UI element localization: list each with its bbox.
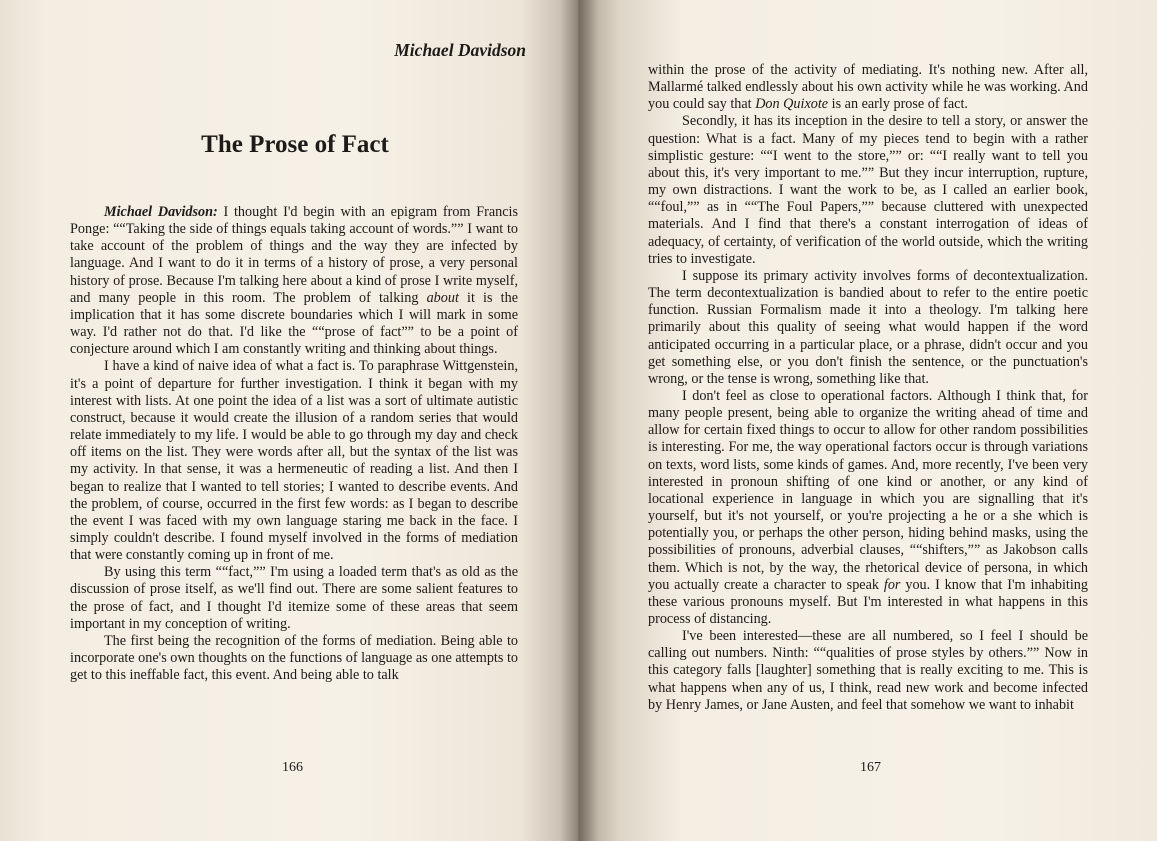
page-number: 167 <box>860 760 881 775</box>
page-number: 166 <box>282 760 303 775</box>
speaker-name: Michael Davidson: <box>104 204 218 220</box>
paragraph: Secondly, it has its inception in the desire to tell a story, or answer the question: What is a fact. Many of my pieces tend to begin with a rather simplistic gesture: ““I went to the store,”” or: ““I really want to tell you about this, it's very important to me.”” But they incur interruption, rupture, my own distractions. I want the work to be, as I called an earlier book, ““foul,”” as in ““The Foul Papers,”” because cluttered with unexpected materials. And I find that there's a constant interrogation of ideas of adequacy, of certainty, of verification of the world outside, which the writing tries to investigate. <box>648 113 1088 267</box>
paragraph <box>648 388 1088 628</box>
paragraph-text: it is the implication that it has some discrete boundaries which I will mark in some way. I'd rather not do that. I'd like the ““prose of fact”” to be a point of conjecture around which I am constantly writing and thinking about things. <box>70 289 518 358</box>
paragraph: I have a kind of naive idea of what a fact is. To paraphrase Wittgenstein, it's a point of departure for further investigation. I think it began with my interest with lists. At one point the idea of a list was a sort of ultimate autistic construct, because it would create the illusion of a random series that would relate immediately to my life. I would be able to go through my day and check off items on the list. They were words after all, but the syntax of the list was my activity. In that sense, it was a hermeneutic of reading a list. And then I began to realize that I wanted to tell stories; I wanted to describe events. And the problem, of course, occurred in the first few words: as I began to describe the event I was faced with my own language staring me back in the face. I simply couldn't describe. I found myself involved in the forms of mediation that were constantly coming up in front of me. <box>70 358 518 564</box>
paragraph <box>648 62 1088 113</box>
right-page <box>578 0 1157 841</box>
left-page <box>0 0 578 841</box>
paragraph: I suppose its primary activity involves forms of decontextualization. The term decontextualization is bandied about to refer to the entire poetic function. Russian Formalism made it into a theology. I'm talking here primarily about this quality of seeing what would happen if the word anticipated occurring in a particular place, or a phrase, didn't occur and you get something else, or you don't finish the sentence, or the punctuation's wrong, or the tense is wrong, something like that. <box>648 267 1088 387</box>
paragraph-text: you. I know that I'm inhabiting these various pronouns myself. But I'm interested in what happens in this process of distancing. <box>648 576 1088 627</box>
paragraph-text: within the prose of the activity of mediating. It's nothing new. After all, Mallarmé talked endlessly about his own activity while he was working. And you could say that <box>648 62 1088 113</box>
paragraph-text: I don't feel as close to operational factors. Although I think that, for many people present, being able to organize the writing ahead of time and allow for certain fixed things to occur to allow for other random possibilities is interesting. For me, the way operational factors occur is through variations on texts, word lists, some kinds of games. And, more recently, I've been very interested in pronoun shifting of one kind or another, or any kind of locational experience in language in which you are signalling that it's yourself, but it's not yourself, or you're projecting a he or a she which is potentially you, or perhaps the other person, hiding behind masks, using the possibilities of pronouns, adverbial clauses, ““shifters,”” as Jakobson calls them. Which is not, by the way, the rhetorical device of persona, in which you actually create a character to speak <box>648 387 1088 593</box>
paragraph-text: is an early prose of fact. <box>828 96 968 113</box>
emphasis-text: Don Quixote <box>755 96 829 113</box>
running-head: Michael Davidson <box>394 40 526 60</box>
emphasis-text: about <box>426 289 459 306</box>
paragraph: I've been interested—these are all numbered, so I feel I should be calling out numbers. Ninth: ““qualities of prose styles by others.”” Now in this category falls [laughter] something that is really exciting to me. This is what happens when any of us, I think, read new work and become infected by Henry James, or Jane Austen, and feel that somehow we want to inhabit <box>648 628 1088 713</box>
paragraph <box>70 204 518 358</box>
paragraph: By using this term ““fact,”” I'm using a loaded term that's as old as the discussion of prose itself, as we'll find out. There are some salient features to the prose of fact, and I thought I'd itemize some of these areas that seem important in my conception of writing. <box>70 564 518 632</box>
paragraph: The first being the recognition of the forms of mediation. Being able to incorporate one's own thoughts on the functions of language as one attempts to get to this ineffable fact, this event. And being able to talk <box>70 632 518 684</box>
right-text-column <box>648 62 1088 714</box>
emphasis-text: for <box>883 576 901 593</box>
left-text-column <box>70 204 518 684</box>
chapter-title: The Prose of Fact <box>201 131 389 158</box>
paragraph-text: I thought I'd begin with an epigram from Francis Ponge: ““Taking the side of things equals taking account of words.”” I want to take account of the problem of things and the way they are infected by language. And I want to do it in terms of a history of prose, a very personal history of prose. Because I'm talking here about a kind of prose I write myself, and many people in this room. The problem of talking <box>70 204 518 306</box>
